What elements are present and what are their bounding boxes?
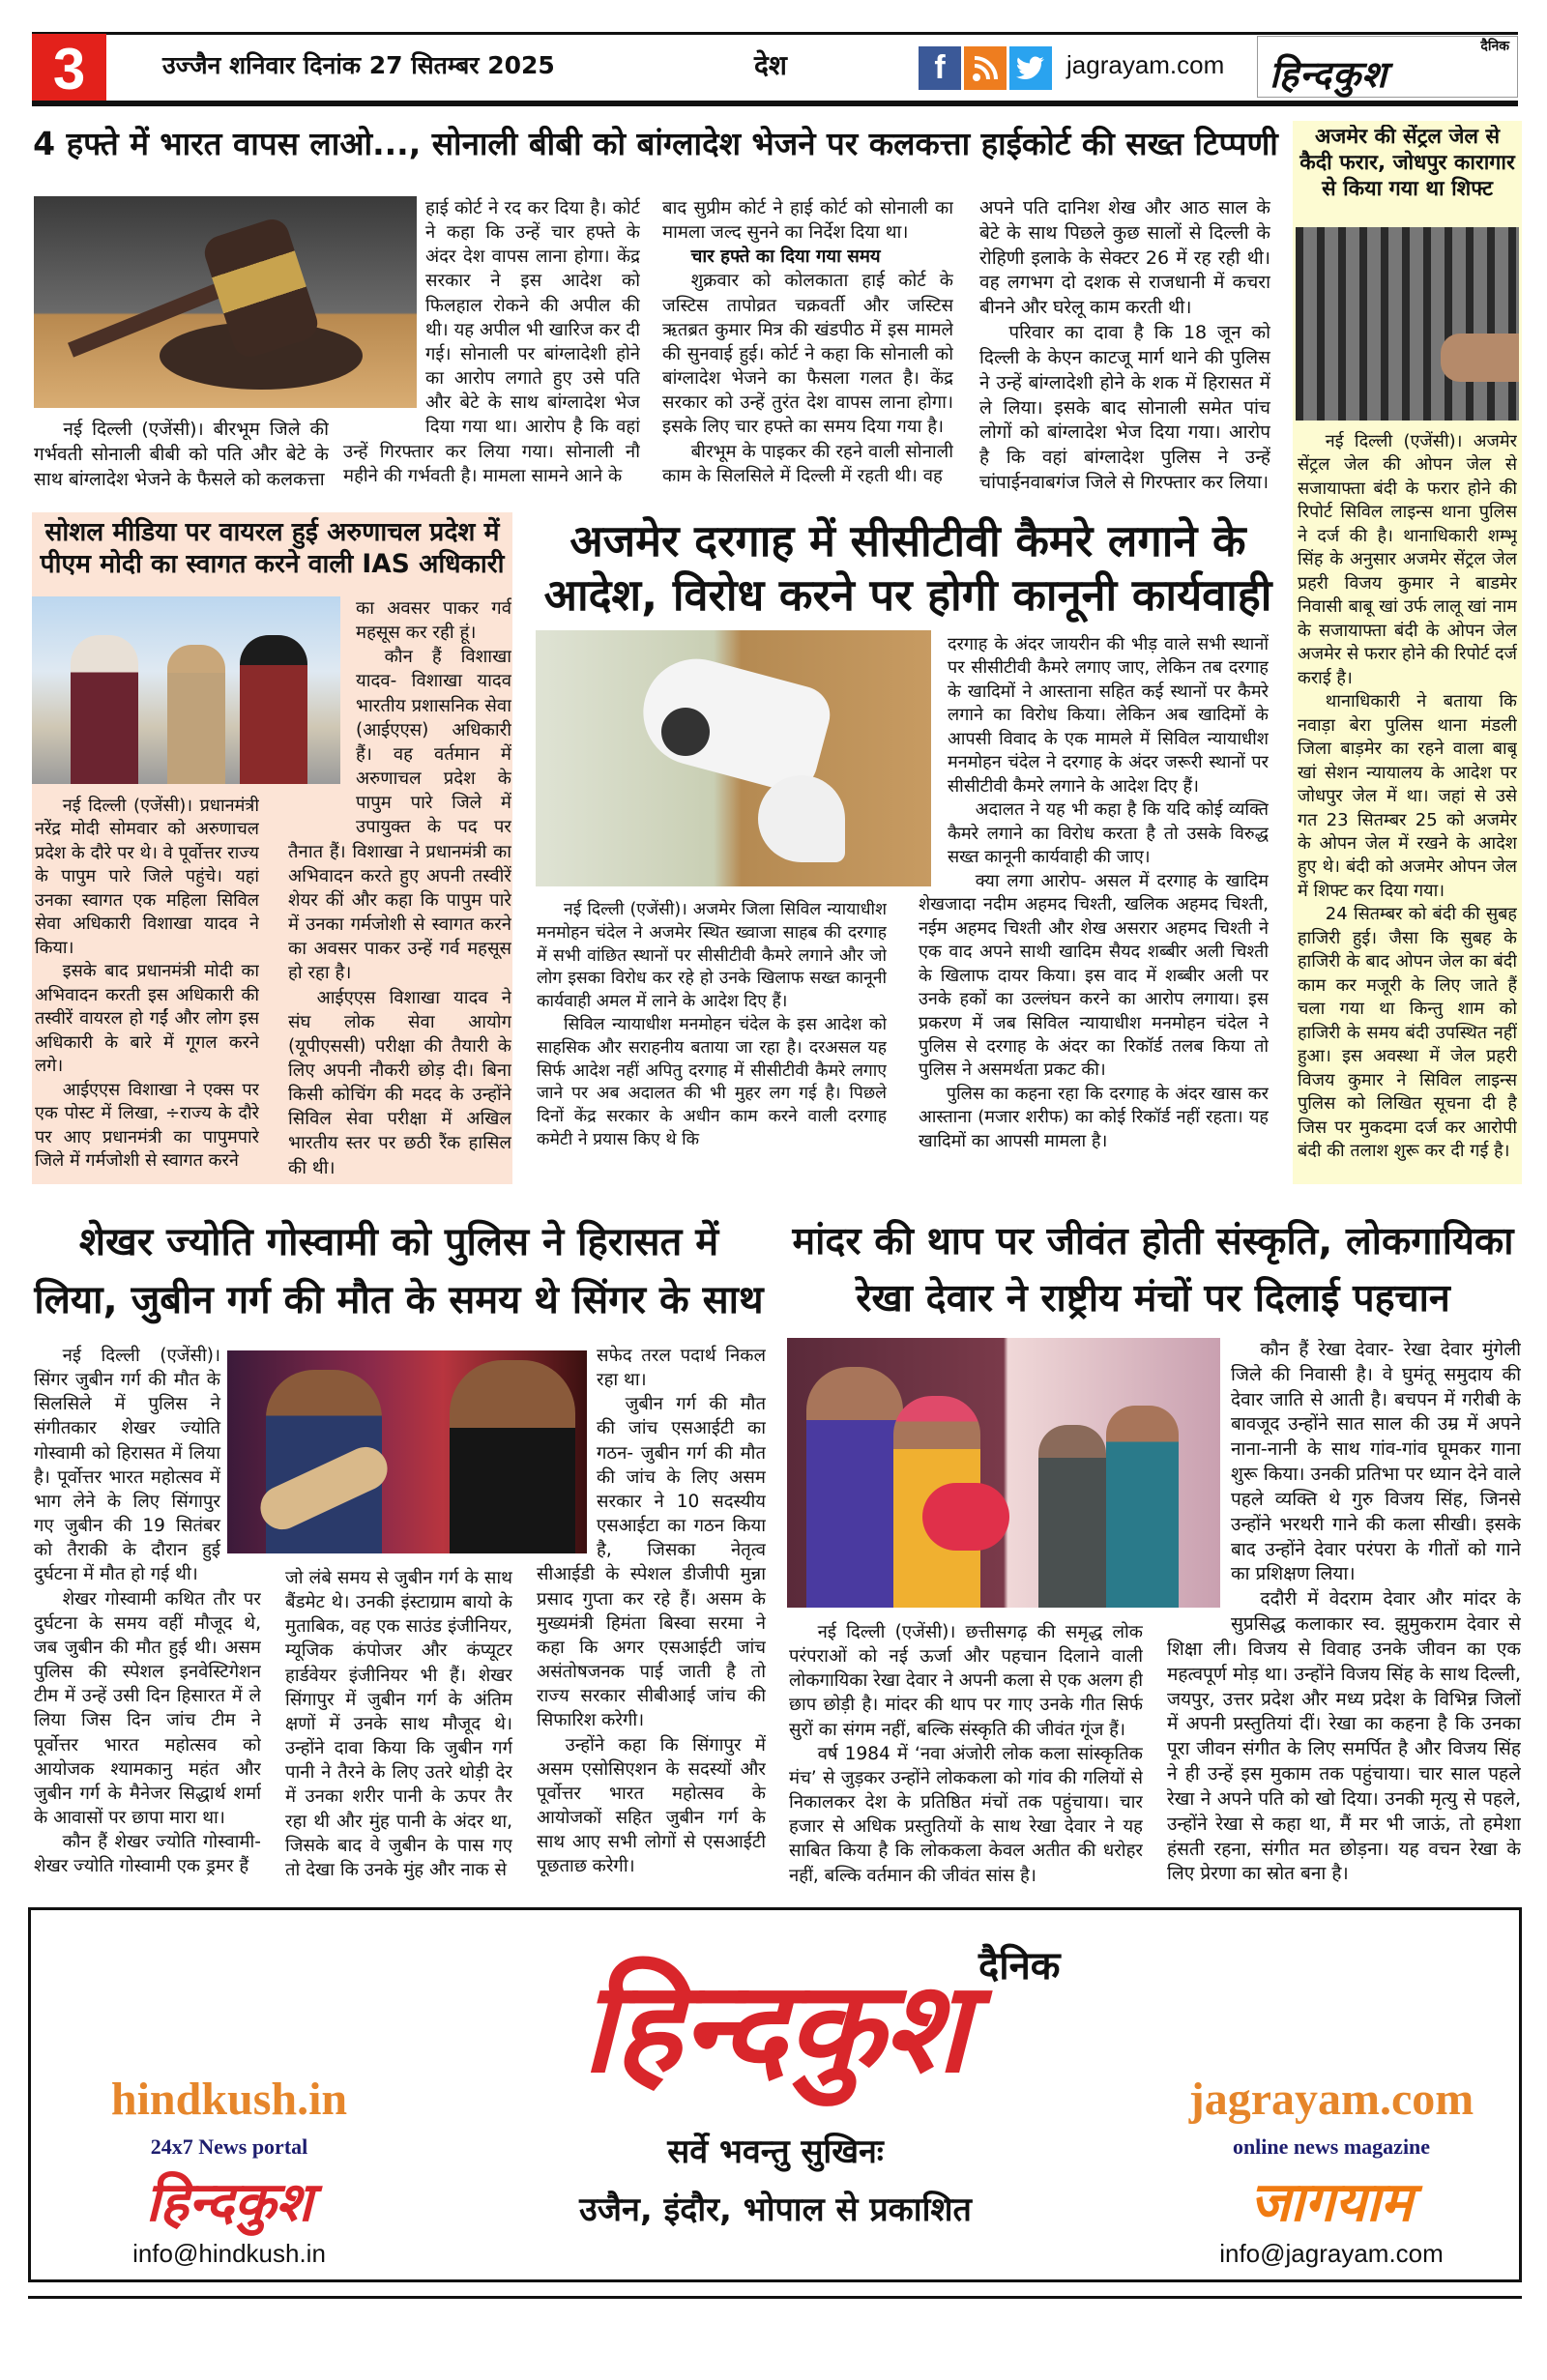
person-figure — [71, 635, 138, 784]
ias-left-col — [35, 795, 259, 1182]
subheading: चार हफ्ते का दिया गया समय — [690, 247, 881, 268]
paragraph: कौन हैं शेखर ज्योति गोस्वामी- शेखर ज्योति गोस्वामी एक ड्रमर हैं — [34, 1832, 261, 1877]
person-figure — [167, 645, 225, 784]
paragraph: इसके बाद प्रधानमंत्री मोदी का अभिवादन करती इस अधिकारी की तस्वीरें वायरल हो गईं और लोग इस अधिकारी के बारे में गूगल करने लगे। — [35, 961, 259, 1077]
paragraph: थानाधिकारी ने बताया कि नवाड़ा बेरा पुलिस थाना मंडली जिला बाड़मेर का रहने वाला बाबू खां सेशन न्यायालय के आदेश पर जोधपुर जेल में था। जहां से उसे गत 23 सितम्बर 25 को अजमेर के ओपन जेल में रखने के आदेश हुए थे। बंदी को अजमेर ओपन जेल में शिफ्ट कर दिया गया। — [1298, 691, 1517, 901]
footer-jagrayam-tagline: online news magazine — [1232, 2134, 1431, 2159]
rekha-left-col — [789, 1620, 1143, 1890]
logo-small-text: दैनिक — [1480, 39, 1509, 54]
paragraph: नई दिल्ली (एजेंसी)। प्रधानमंत्री नरेंद्र मोदी सोमवार को अरुणाचल प्रदेश के दौरे पर थे। वे पूर्वोत्तर राज्य के पापुम पारे जिले पहुंचे। यहां उनका स्वागत एक महिला सिविल सेवा अधिकारी विशाखा यादव ने किया। — [35, 796, 259, 958]
footer-jagrayam-email[interactable]: info@jagrayam.com — [1219, 2239, 1444, 2268]
paragraph: जुबीन गर्ग की मौत की जांच एसआईटी का गठन- जुबीन गर्ग की मौत की जांच के लिए असम सरकार ने 10 सदस्यीय एसआईटा का गठन किया है, जिसका नेतृत्व सीआईडी के स्पेशल डीजीपी मुन्ना प्रसाद गुप्ता कर रहे हैं। असम के मुख्यमंत्री हिमंता बिस्वा सरमा ने कहा कि अगर एसआईटी जांच असंतोषजनक पाई जाती है तो राज्य सरकार सीबीआई जांच की सिफारिश करेगी। — [537, 1394, 766, 1731]
headline-ias: सोशल मीडिया पर वायरल हुई अरुणाचल प्रदेश में पीएम मोदी का स्वागत करने वाली IAS अधिकारी — [40, 517, 505, 580]
sidebar-headline: अजमेर की सेंट्रल जेल से कैदी फरार, जोधपुर कारागार से किया गया था शिफ्ट — [1299, 125, 1515, 201]
paragraph: शेखर गोस्वामी कथित तौर पर दुर्घटना के समय वहीं मौजूद थे, जब जुबीन की मौत हुई थी। असम पुलिस की स्पेशल इनवेस्टिगेशन टीम में उन्हें उसी दिन हिसारत में ले लिया जिस दिन जांच टीम ने पूर्वोत्तर भारत महोत्सव को आयोजक श्यामकानु महंत और जुबीन गर्ग के मैनेजर सिद्धार्थ शर्मा के आवासों पर छापा मारा था। — [34, 1588, 261, 1828]
dargah-left-col — [537, 899, 887, 1180]
rss-icon[interactable] — [964, 46, 1007, 90]
paragraph: अदालत ने यह भी कहा है कि यदि कोई व्यक्ति कैमरे लगाने का विरोध करता है तो उसके विरुद्ध सख्त कानूनी कार्यवाही की जाए। — [948, 799, 1269, 868]
paragraph: आईएएस विशाखा ने एक्स पर एक पोस्ट में लिखा, ÷राज्य के दौरे पर आए प्रधानमंत्री का पापुमपारे जिले में गर्मजोशी से स्वागत करने — [35, 1079, 259, 1172]
singer-figure — [806, 1367, 903, 1608]
paragraph: उन्होंने कहा कि सिंगापुर में असम एसोसिएशन के सदस्यों और पूर्वोत्तर भारत महोत्सव के आयोजकों सहित जुबीन गर्ग के साथ आए सभी लोगों से एसआईटी पूछताछ करेगी। — [537, 1734, 766, 1877]
mandar-drum — [922, 1483, 1009, 1551]
paragraph: शुक्रवार को कोलकाता हाई कोर्ट के जस्टिस तापोव्रत चक्रवर्ती और जस्टिस ऋतब्रत कुमार मित्र की खंडपीठ में इस मामले की सुनवाई हुई। कोर्ट ने कहा कि सोनाली को बांग्लादेश भेजने का फैसला गलत है। केंद्र सरकार को उन्हें तुरंत देश वापस लाना होगा। इसके लिए चार हफ्ते का समय दिया गया है। — [662, 271, 953, 438]
paragraph: ददौरी में वेदराम देवार और मांदर के सुप्रसिद्ध कलाकार स्व. झुमुकराम देवार से शिक्षा ली। विजय से विवाह उनके जीवन का एक महत्वपूर्ण मोड़ था। उन्होंने विजय सिंह के साथ दिल्ली, जयपुर, उत्तर प्रदेश और मध्य प्रदेश के विभिन्न जिलों में अपनी प्रस्तुतियां दीं। रेखा का कहना है कि उनका पूरा जीवन संगीत के लिए समर्पित है और विजय सिंह ने ही उन्हें इस मुकाम तक पहुंचाया। चार साल पहले रेखा ने अपने पति को खो दिया। उनकी मृत्यु से पहले, उन्होंने रेखा से कहा था, मैं मर भी जाऊं, तो हमेशा हंसती रहना, संगीत मत छोड़ना। यह वचन रेखा के लिए प्रेरणा का स्रोत बना है। — [1167, 1588, 1521, 1885]
camera-lens — [661, 708, 710, 756]
paragraph: 24 सितम्बर को बंदी की सुबह हाजिरी हुई। जैसा कि सुबह के हाजिरी के बाद ओपन जेल का बंदी काम कर मजूरी के लिए जाते हैं चला गया था किन्तु शाम को हाजिरी के समय बंदी उपस्थित नहीं हुआ। इस अवस्था में जेल प्रहरी विजय कुमार ने सिविल लाइन्स पुलिस को लिखित सूचना दी है जिस पर मुकदमा दर्ज कर आरोपी बंदी की तलाश शुरू कर दी गई है। — [1298, 904, 1517, 1162]
sonali-col3 — [662, 196, 953, 499]
footer-hindkush-logo: हिन्दकुश — [145, 2171, 313, 2234]
page-number: 3 — [32, 34, 106, 103]
footer-hindkush-tagline: 24x7 News portal — [150, 2134, 308, 2159]
sonali-intro — [34, 418, 329, 499]
paragraph: नई दिल्ली (एजेंसी)। बीरभूम जिले की गर्भवती सोनाली बीबी को पति और बेटे के साथ बांग्लादेश भेजने के फैसले को कलकत्ता — [34, 419, 329, 490]
paragraph: नई दिल्ली (एजेंसी)। छत्तीसगढ़ की समृद्ध लोक परंपराओं को नई ऊर्जा और पहचान दिलाने वाली लोकगायिका रेखा देवार ने अपनी कला से एक अलग ही छाप छोड़ी है। मांदर की थाप पर गाए उनके गीत सिर्फ सुरों का संगम नहीं, बल्कि संस्कृति की जीवंत गूंज हैं। — [789, 1622, 1143, 1740]
camera-mount — [758, 775, 845, 862]
person-figure — [1038, 1425, 1106, 1608]
headline-dargah: अजमेर दरगाह में सीसीटीवी कैमरे लगाने के आदेश, विरोध करने पर होगी कानूनी कार्यवाही — [543, 515, 1272, 622]
paragraph: आईएएस विशाखा यादव ने संघ लोक सेवा आयोग (यूपीएससी) परीक्षा की तैयारी के लिए अपनी नौकरी छोड़ दी। बिना किसी कोचिंग की मदद के उन्होंने सिविल सेवा परीक्षा में अखिल भारतीय स्तर पर छठी रैंक हासिल की थी। — [288, 987, 511, 1178]
paragraph: सिविल न्यायाधीश मनमोहन चंदेल के इस आदेश को साहसिक और सराहनीय बताया जा रहा है। दरअसल यह सिर्फ आदेश नहीं अपितु दरगाह में सीसीटीवी कैमरे लगाए जाने पर अब अदालत की भी मुहर लग गई है। पिछले दिनों केंद्र सरकार के अधीन काम करने वाली दरगाह कमेटी ने प्रयास किए थे कि — [537, 1014, 887, 1149]
footer-jagrayam-logo: जागयाम — [1249, 2171, 1414, 2234]
paragraph: वर्ष 1984 में ‘नवा अंजोरी लोक कला सांस्कृतिक मंच’ से जुड़कर उन्होंने लोककला को गांव की गलियों से निकालकर देश के प्रतिष्ठित मंचों तक पहुंचाया। चार हजार से अधिक प्रस्तुतियों के साथ रेखा देवार ने यह साबित किया है कि लोककला केवल अतीत की धरोहर नहीं, बल्कि वर्तमान की जीवंत सांस है। — [789, 1743, 1143, 1886]
paragraph: नई दिल्ली (एजेंसी)। सिंगर जुबीन गर्ग की मौत के सिलसिले में पुलिस ने संगीतकार शेखर ज्योति गोस्वामी को हिरासत में लिया है। पूर्वोत्तर भारत महोत्सव में भाग लेने के लिए सिंगापुर गए जुबीन की 19 सितंबर को तैराकी के दौरान हुई दुर्घटना में मौत हो गई थी। — [34, 1346, 220, 1585]
footer-logo-small: दैनिक — [978, 1944, 1061, 1988]
website-link[interactable]: jagrayam.com — [1066, 50, 1225, 79]
footer-bottom-rule — [28, 2296, 1522, 2299]
footer-motto: सर्वे भवन्तु सुखिनः — [667, 2133, 884, 2171]
sidebar-body — [1298, 430, 1517, 1179]
headline-zubeen: शेखर ज्योति गोस्वामी को पुलिस ने हिरासत में लिया, जुबीन गर्ग की मौत के समय थे सिंगर के साथ — [34, 1220, 764, 1322]
paragraph: हाई कोर्ट ने रद कर दिया है। कोर्ट ने कहा कि उन्हें चार हफ्ते के अंदर देश वापस लाना होगा। केंद्र सरकार ने इस आदेश को फिलहाल रोकने की अपील की थी। यह अपील भी खारिज कर दी गई। सोनाली पर बांग्लादेशी होने का आरोप लगाते हुए उसे पति और बेटे के साथ बांग्लादेश भेज दिया गया था। आरोप है कि वहां उन्हें गिरफ्तार कर लिया गया। सोनाली नौ महीने की गर्भवती है। मामला सामने आने के — [343, 198, 640, 486]
zubeen-middle-col — [285, 1344, 512, 1890]
sonali-col2 — [343, 196, 640, 499]
paragraph: कौन हैं विशाखा यादव- विशाखा यादव भारतीय प्रशासनिक सेवा (आईएएस) अधिकारी हैं। वह वर्तमान में अरुणाचल प्रदेश के पापुम पारे जिले में उपायुक्त के पद पर तैनात हैं। विशाखा ने प्रधानमंत्री का अभिवादन करते हुए अपनी तस्वीरें शेयर कीं और कहा कि पापुम पारे में उनका गर्मजोशी से स्वागत करने का अवसर पाकर उन्हें गर्व महसूस हो रहा है। — [288, 647, 511, 984]
ias-right-col — [288, 596, 511, 1182]
paragraph: कौन हैं रेखा देवार- रेखा देवार मुंगेली जिले की निवासी है। वे घुमंतू समुदाय की देवार जाति से आती है। बचपन में गरीबी के बावजूद उन्होंने सात साल की उम्र में अपने नाना-नानी के साथ गांव-गांव घूमकर गाना शुरू किया। उनकी प्रतिभा पर ध्यान देने वाले पहले व्यक्ति थे गुरु विजय सिंह, जिनसे उन्होंने भरथरी गाने की कला सीखी। इसके बाद उन्होंने देवार परंपरा के गीतों को गाने का प्रशिक्षण लिया। — [1231, 1339, 1521, 1585]
header-top-rule — [32, 32, 1518, 35]
paragraph: बाद सुप्रीम कोर्ट ने हाई कोर्ट को सोनाली का मामला जल्द सुनने का निर्देश दिया था। — [662, 198, 953, 244]
rekha-devar-photo — [787, 1338, 1220, 1608]
paragraph: का अवसर पाकर गर्व महसूस कर रही हूं। — [356, 598, 511, 644]
logo-main-text: हिन्दकुश — [1270, 53, 1387, 96]
paragraph: अपने पति दानिश शेख और आठ साल के बेटे के साथ पिछले कुछ सालों से दिल्ली के रोहिणी इलाके के सेक्टर 26 में रह रही थी। वह लगभग दो दशक से राजधानी में कचरा बीनने और घरेलू काम करती थी। — [979, 197, 1270, 319]
dateline: उज्जैन शनिवार दिनांक 27 सितम्बर 2025 — [162, 51, 555, 79]
zubeen-left-col — [34, 1344, 261, 1890]
rekha-right-col — [1167, 1338, 1521, 1890]
paragraph: नई दिल्ली (एजेंसी)। अजमेर सेंट्रल जेल की ओपन जेल से सजायाफ्ता बंदी के फरार होने की रिपोर्ट सिविल लाइन्स थाना पुलिस ने दर्ज की है। थानाधिकारी शम्भू सिंह के अनुसार अजमेर सेंट्रल जेल प्रहरी विजय कुमार ने बाडमेर निवासी बाबू खां उर्फ लालू खां नाम के सजायाफ्ता बंदी के ओपन जेल अजमेर से फरार होने की रिपोर्ट दर्ज कराई है। — [1298, 431, 1517, 688]
sidebar-ajmer-jail — [1293, 121, 1522, 1184]
footer-advert — [28, 1907, 1522, 2282]
footer-published-from: उजैन, इंदौर, भोपाल से प्रकाशित — [579, 2191, 972, 2229]
hand-on-bars — [1441, 334, 1519, 382]
footer-jagrayam-site[interactable]: jagrayam.com — [1188, 2074, 1474, 2125]
paragraph: नई दिल्ली (एजेंसी)। अजमेर जिला सिविल न्यायाधीश मनमोहन चंदेल ने अजमेर स्थित ख्वाजा साहब की दरगाह में सभी वांछित स्थानों पर सीसीटीवी कैमरे लगाने और जो लोग इसका विरोध कर रहे हो उनके खिलाफ सख्त कानूनी कार्यवाही अमल में लाने के आदेश दिए हैं। — [537, 900, 887, 1012]
paragraph: क्या लगा आरोप- असल में दरगाह के खादिम शेखजादा नदीम अहमद चिश्ती, खलिक अहमद चिश्ती, नईम अहमद चिश्ती और शेख असरार अहमद चिश्ती ने एक वाद अपने साथी खादिम सैयद शब्बीर अली चिश्ती के खिलाफ दायर किया। इस वाद में शब्बीर अली पर उनके हकों का उल्लंघन करने का आरोप लगाया। इस प्रकरण में जब सिविल न्यायाधीश मनमोहन चंदेल ने पुलिस से दरगाह के अंदर का रिकॉर्ड तलब किया तो पुलिस ने असमर्थता प्रकट की। — [919, 870, 1269, 1081]
dargah-right-col — [919, 633, 1269, 1180]
paragraph: बीरभूम के पाइकर की रहने वाली सोनाली काम के सिलसिले में दिल्ली में रहती थी। वह — [662, 441, 953, 486]
paragraph: दरगाह के अंदर जायरीन की भीड़ वाले सभी स्थानों पर सीसीटीवी कैमरे लगाए जाए, लेकिन तब दरगाह के खादिमों ने आस्ताना सहित कई स्थानों पर कैमरे लगाने का विरोध किया। लेकिन अब खादिमों के आपसी विवाद के एक मामले में सिविल न्यायाधीश मनमोहन चंदेल ने दरगाह के अंदर जरूरी स्थानों पर सीसीटीवी कैमरे लगाने के आदेश दिए हैं। — [948, 634, 1269, 797]
footer-hindkush-email[interactable]: info@hindkush.in — [132, 2239, 326, 2268]
masthead-logo — [1257, 36, 1518, 98]
header-bottom-rule — [32, 101, 1518, 106]
zubeen-right-col — [537, 1344, 766, 1890]
footer-logo-main: हिन्दकुश — [581, 1954, 970, 2101]
facebook-icon[interactable]: f — [919, 46, 961, 90]
section-name: देश — [754, 49, 787, 81]
paragraph: सफेद तरल पदार्थ निकल रहा था। — [597, 1346, 766, 1391]
headline-rekha: मांदर की थाप पर जीवंत होती संस्कृति, लोकगायिका रेखा देवार ने राष्ट्रीय मंचों पर दिलाई पहचान — [792, 1219, 1514, 1321]
jail-bars-photo — [1296, 227, 1519, 421]
paragraph: पुलिस का कहना रहा कि दरगाह के अंदर खास कर आस्ताना (मजार शरीफ) का कोई रिकॉर्ड नहीं रहता। यह खादिमों का आपसी मामला है। — [919, 1083, 1269, 1151]
paragraph: जो लंबे समय से जुबीन गर्ग के साथ बैंडमेट थे। उनकी इंस्टाग्राम बायो के मुताबिक, वह एक साउंड इंजीनियर, म्यूजिक कंपोजर और कंप्यूटर हार्डवेयर इंजीनियर भी हैं। शेखर सिंगापुर में जुबीन गर्ग के अंतिम क्षणों में उनके साथ मौजूद थे। उन्होंने दावा किया कि जुबीन गर्ग पानी ने तैरने के लिए उतरे थोड़ी देर में उनका शरीर पानी के ऊपर तैर रहा थी और मुंह पानी के अंदर था, जिसके बाद वे जुबीन के पास गए तो देखा कि उनके मुंह और नाक से — [285, 1568, 512, 1880]
sonali-col4 — [979, 196, 1270, 499]
headline-sonali: 4 हफ्ते में भारत वापस लाओ..., सोनाली बीबी को बांग्लादेश भेजने पर कलकत्ता हाईकोर्ट की सख्त टिप्पणी — [33, 125, 1278, 162]
paragraph: परिवार का दावा है कि 18 जून को दिल्ली के केएन काटजू मार्ग थाने की पुलिस ने उन्हें बांग्लादेशी होने के शक में हिरासत में ले लिया। इसके बाद सोनाली समेत पांच लोगों को बांग्लादेश भेज दिया गया। आरोप है कि वहां बांग्लादेश पुलिस ने उन्हें चांपाईनवाबगंज जिले से गिरफ्तार कर लिया। — [979, 322, 1270, 494]
cctv-camera-photo — [536, 630, 931, 886]
footer-hindkush-site[interactable]: hindkush.in — [110, 2074, 348, 2125]
twitter-icon[interactable] — [1009, 46, 1052, 90]
